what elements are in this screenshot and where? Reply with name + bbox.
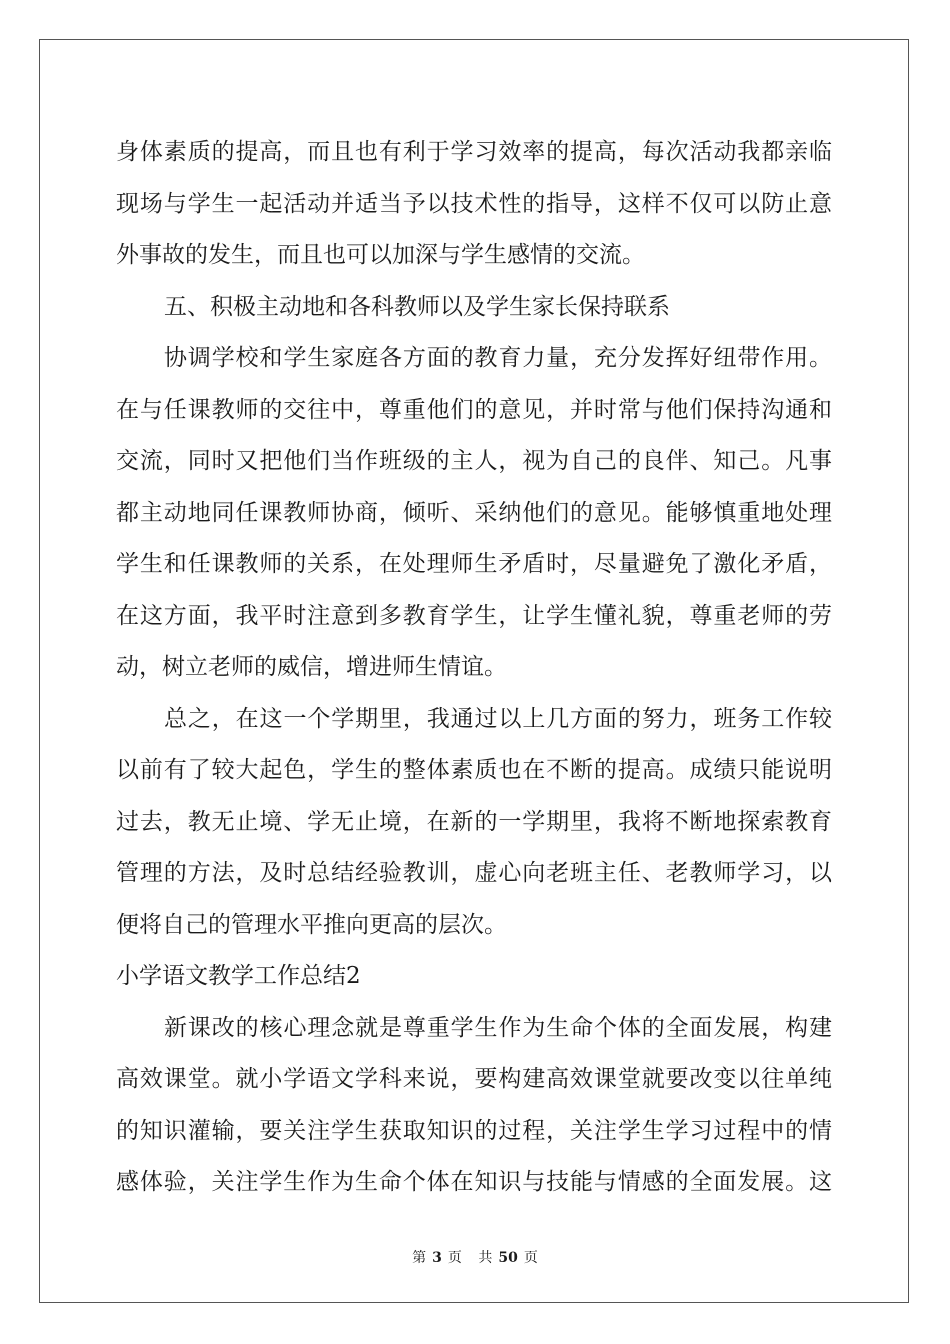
- text-line: 的知识灌输，要关注学生获取知识的过程，关注学生学习过程中的情: [116, 1117, 832, 1144]
- page-footer: [0, 1247, 950, 1267]
- text-line: 都主动地同任课教师协商，倾听、采纳他们的意见。能够慎重地处理: [116, 499, 832, 526]
- text-line: 动，树立老师的威信，增进师生情谊。: [116, 654, 507, 680]
- page-prefix: 第: [412, 1250, 427, 1266]
- text-line: 感体验，关注学生作为生命个体在知识与技能与情感的全面发展。这: [116, 1169, 832, 1195]
- text-line: 身体素质的提高，而且也有利于学习效率的提高，每次活动我都亲临: [116, 139, 832, 165]
- text-line: 总之，在这一个学期里，我通过以上几方面的努力，班务工作较: [164, 705, 832, 732]
- section-heading: 五、积极主动地和各科教师以及学生家长保持联系: [164, 293, 670, 320]
- text-line: 现场与学生一起活动并适当予以技术性的指导，这样不仅可以防止意: [116, 190, 832, 217]
- text-line: 便将自己的管理水平推向更高的层次。: [116, 911, 507, 938]
- page-suffix: 页: [447, 1250, 462, 1266]
- page-indicator: [409, 1250, 465, 1266]
- total-indicator: [475, 1250, 540, 1266]
- text-line: 管理的方法，及时总结经验教训，虚心向老班主任、老教师学习，以: [116, 860, 832, 886]
- text-line: 交流，同时又把他们当作班级的主人，视为自己的良伴、知己。凡事: [116, 448, 832, 474]
- text-line: 学生和任课教师的关系，在处理师生矛盾时，尽量避免了激化矛盾，: [116, 551, 832, 577]
- article-title: 小学语文教学工作总结2: [116, 963, 361, 989]
- total-suffix: 页: [523, 1250, 538, 1266]
- total-prefix: 共: [478, 1250, 493, 1266]
- text-line: 协调学校和学生家庭各方面的教育力量，充分发挥好纽带作用。: [164, 345, 832, 371]
- text-line: 外事故的发生，而且也可以加深与学生感情的交流。: [116, 242, 645, 268]
- text-line: 高效课堂。就小学语文学科来说，要构建高效课堂就要改变以往单纯: [116, 1066, 832, 1092]
- text-line: 以前有了较大起色，学生的整体素质也在不断的提高。成绩只能说明: [116, 757, 832, 783]
- text-line: 新课改的核心理念就是尊重学生作为生命个体的全面发展，构建: [164, 1014, 832, 1041]
- total-pages: 50: [498, 1250, 518, 1266]
- text-line: 在这方面，我平时注意到多教育学生，让学生懂礼貌，尊重老师的劳: [116, 602, 832, 629]
- page-number: 3: [432, 1250, 442, 1266]
- text-line: 在与任课教师的交往中，尊重他们的意见，并时常与他们保持沟通和: [116, 396, 832, 423]
- document-body: [116, 127, 832, 1209]
- text-line: 过去，教无止境、学无止境，在新的一学期里，我将不断地探索教育: [116, 808, 832, 835]
